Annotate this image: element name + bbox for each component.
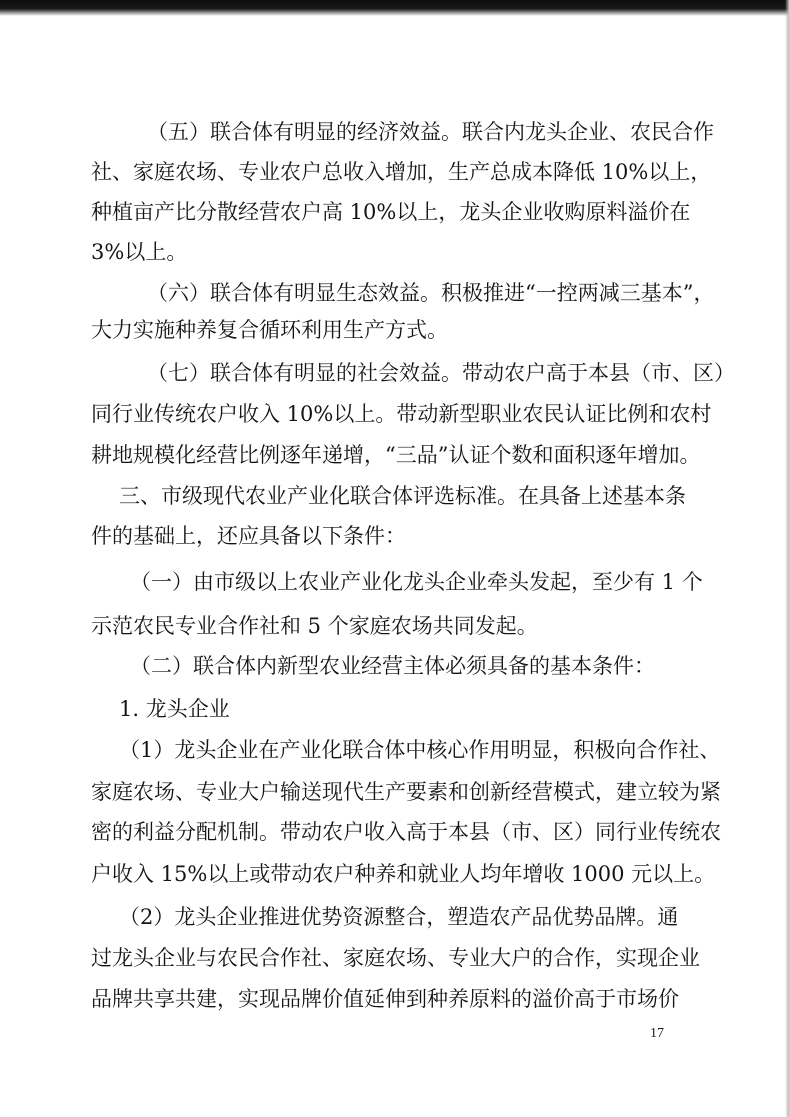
section-3-heading-line-2: 件的基础上，还应具备以下条件： [91,524,406,548]
section-3-heading-line-1: 三、市级现代农业产业化联合体评选标准。在具备上述基本条 [119,484,686,508]
item-2-line-2: 过龙头企业与农民合作社、家庭农场、专业大户的合作，实现企业 [91,946,700,970]
item-1-line-4: 户收入 15%以上或带动农户种养和就业人均年增收 1000 元以上。 [91,862,716,886]
condition-2-line-1: （二）联合体内新型农业经营主体必须具备的基本条件： [130,654,655,678]
item-1-line-1: （1）龙头企业在产业化联合体中核心作用明显，积极向合作社、 [119,738,721,762]
paragraph-6-line-2: 大力实施种养复合循环利用生产方式。 [91,318,448,342]
item-2-line-3: 品牌共享共建，实现品牌价值延伸到种养原料的溢价高于市场价 [91,987,679,1011]
paragraph-7-line-3: 耕地规模化经营比例逐年递增，“三品”认证个数和面积逐年增加。 [91,443,701,467]
item-2-line-1: （2）龙头企业推进优势资源整合，塑造农产品优势品牌。通 [119,905,679,929]
paragraph-5-line-2: 社、家庭农场、专业农户总收入增加，生产总成本降低 10%以上， [91,160,712,184]
item-1-line-3: 密的利益分配机制。带动农户收入高于本县（市、区）同行业传统农 [91,820,721,844]
condition-1-line-2: 示范农民专业合作社和 5 个家庭农场共同发起。 [91,614,538,638]
paragraph-5-line-4: 3%以上。 [91,240,188,264]
item-1-line-2: 家庭农场、专业大户输送现代生产要素和创新经营模式，建立较为紧 [91,780,721,804]
paragraph-7-line-2: 同行业传统农户收入 10%以上。带动新型职业农民认证比例和农村 [91,402,712,426]
page-number: 17 [650,1026,664,1041]
paragraph-7-line-1: （七）联合体有明显的社会效益。带动农户高于本县（市、区） [147,361,735,385]
paragraph-5-line-1: （五）联合体有明显的经济效益。联合内龙头企业、农民合作 [147,120,714,144]
subheading-leading-enterprise: 1. 龙头企业 [119,697,230,721]
paragraph-6-line-1: （六）联合体有明显生态效益。积极推进“一控两减三基本”， [147,281,715,305]
condition-1-line-1: （一）由市级以上农业产业化龙头企业牵头发起，至少有 1 个 [130,570,703,594]
paragraph-5-line-3: 种植亩产比分散经营农户高 10%以上，龙头企业收购原料溢价在 [91,200,691,224]
